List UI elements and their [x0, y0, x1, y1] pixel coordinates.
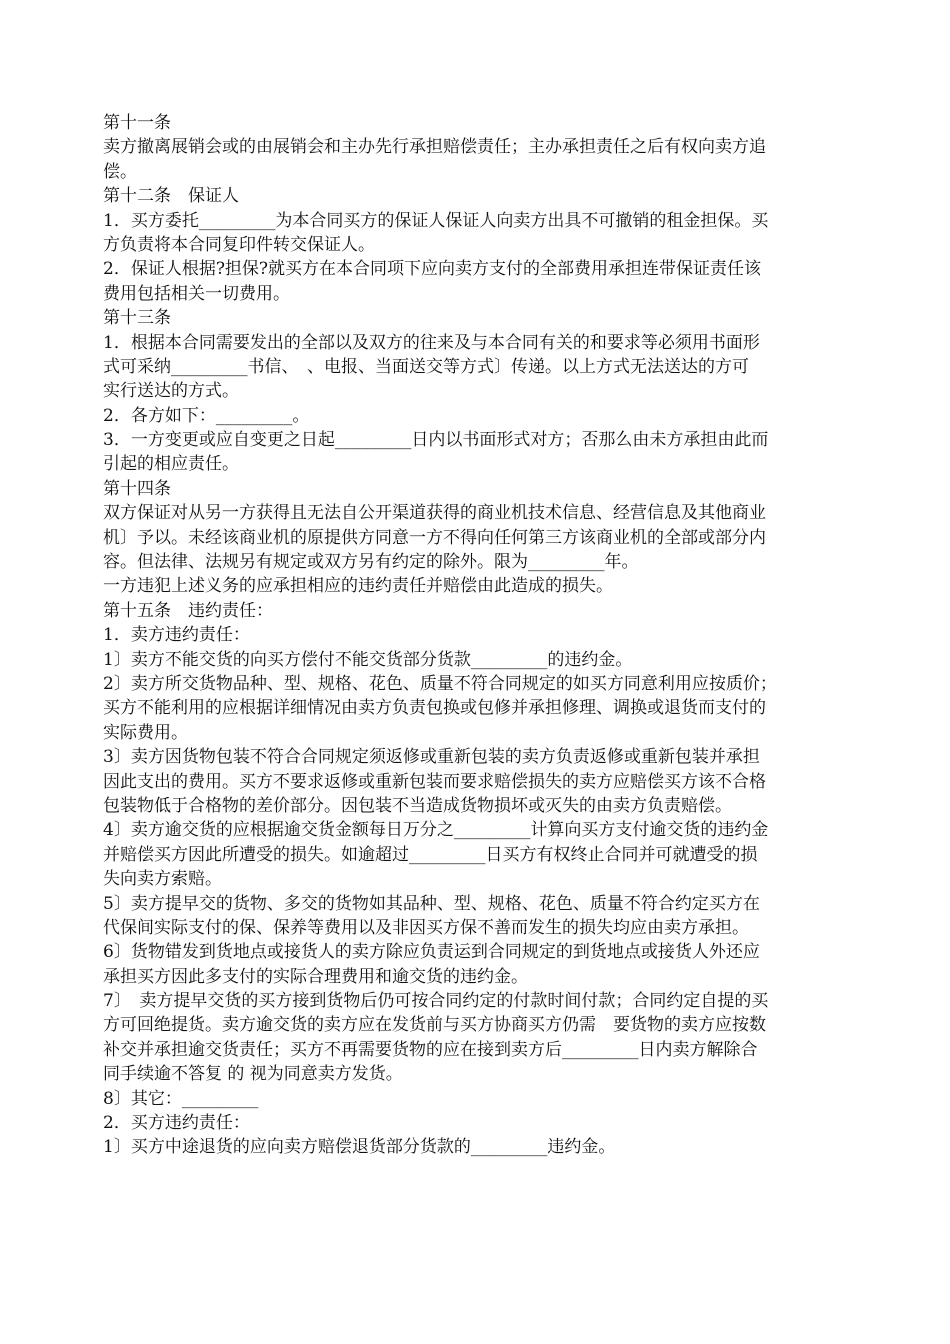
text-line: 1．根据本合同需要发出的全部以及双方的往来及与本合同有关的和要求等必须用书面形 [103, 332, 760, 353]
text-line: 费用包括相关一切费用。 [103, 283, 290, 304]
text-line: 第十四条 [103, 478, 171, 499]
text-line: 偿。 [103, 161, 137, 182]
text-line: 一方违犯上述义务的应承担相应的违约责任并赔偿由此造成的损失。 [103, 576, 613, 597]
text-line: 补交并承担逾交货责任；买方不再需要货物的应在接到卖方后_________日内卖方解除合 [103, 1039, 758, 1060]
text-line: 失向卖方索赔。 [103, 869, 222, 890]
text-line: 4〕卖方逾交货的应根据逾交货金额每日万分之_________计算向买方支付逾交货的违约金 [103, 820, 769, 841]
document-body [103, 111, 853, 1160]
text-line: 双方保证对从另一方获得且无法自公开渠道获得的商业机技术信息、经营信息及其他商业 [103, 503, 766, 524]
text-line: 6〕货物错发到货地点或接货人的卖方除应负责运到合同规定的到货地点或接货人外还应 [103, 942, 760, 963]
text-line: 第十五条 违约责任： [103, 600, 273, 621]
text-line: 2．各方如下：_________。 [103, 405, 310, 426]
text-line: 1〕卖方不能交货的向买方偿付不能交货部分货款_________的违约金。 [103, 649, 633, 670]
text-line: 因此支出的费用。买方不要求返修或重新包装而要求赔偿损失的卖方应赔偿买方该不合格 [103, 771, 766, 792]
text-line: 引起的相应责任。 [103, 454, 239, 475]
text-line: 3〕卖方因货物包装不符合合同规定须返修或重新包装的卖方负责返修或重新包装并承担 [103, 747, 760, 768]
text-line: 2〕卖方所交货物品种、型、规格、花色、质量不符合同规定的如买方同意利用应按质价； [103, 673, 777, 694]
text-line: 买方不能利用的应根据详细情况由卖方负责包换或包修并承担修理、调换或退货而支付的 [103, 698, 766, 719]
text-line: 方可回绝提货。卖方逾交货的卖方应在发货前与买方协商买方仍需 要货物的卖方应按数 [103, 1015, 766, 1036]
text-line: 1．买方委托_________为本合同买方的保证人保证人向卖方出具不可撤销的租金担保。买 [103, 210, 769, 231]
text-line: 容。但法律、法规另有规定或双方另有约定的除外。限为_________年。 [103, 552, 639, 573]
text-line: 第十三条 [103, 308, 171, 329]
text-line: 3．一方变更或应自变更之日起_________日内以书面形式对方；否那么由未方承担由此而 [103, 430, 769, 451]
text-line: 实行送达的方式。 [103, 381, 239, 402]
text-line: 并赔偿买方因此所遭受的损失。如逾超过_________日买方有权终止合同并可就遭受的损 [103, 844, 758, 865]
text-line: 7〕 卖方提早交货的买方接到货物后仍可按合同约定的付款时间付款；合同约定自提的买 [103, 991, 769, 1012]
text-line: 第十二条 保证人 [103, 186, 239, 207]
text-line: 第十一条 [103, 113, 171, 133]
text-line: 同手续逾不答复 的 视为同意卖方发货。 [103, 1064, 403, 1085]
text-line: 实际费用。 [103, 722, 188, 743]
text-line: 包装物低于合格物的差价部分。因包装不当造成货物损坏或灭失的由卖方负责赔偿。 [103, 795, 732, 816]
text-line: 5〕卖方提早交的货物、多交的货物如其品种、型、规格、花色、质量不符合约定买方在 [103, 893, 760, 914]
text-line: 机〕予以。未经该商业机的原提供方同意一方不得向任何第三方该商业机的全部或部分内 [103, 527, 766, 548]
text-line: 1〕买方中途退货的应向卖方赔偿退货部分货款的_________违约金。 [103, 1137, 616, 1158]
text-line: 方负责将本合同复印件转交保证人。 [103, 234, 375, 255]
text-line: 式可采纳_________书信、 、电报、当面送交等方式〕传递。以上方式无法送达的方可 [103, 356, 749, 377]
text-line: 代保间实际支付的保、保养等费用以及非因买方保不善而发生的损失均应由卖方承担。 [103, 917, 749, 938]
text-line: 1．卖方违约责任： [103, 625, 250, 646]
text-line: 2．买方违约责任： [103, 1113, 250, 1134]
text-line: 卖方撤离展销会或的由展销会和主办先行承担赔偿责任；主办承担责任之后有权向卖方追 [103, 137, 766, 158]
text-line: 2．保证人根据?担保?就买方在本合同项下应向卖方支付的全部费用承担连带保证责任该 [103, 259, 762, 280]
text-line: 承担买方因此多支付的实际合理费用和逾交货的违约金。 [103, 966, 528, 987]
text-line: 8〕其它：_________ [103, 1088, 259, 1109]
